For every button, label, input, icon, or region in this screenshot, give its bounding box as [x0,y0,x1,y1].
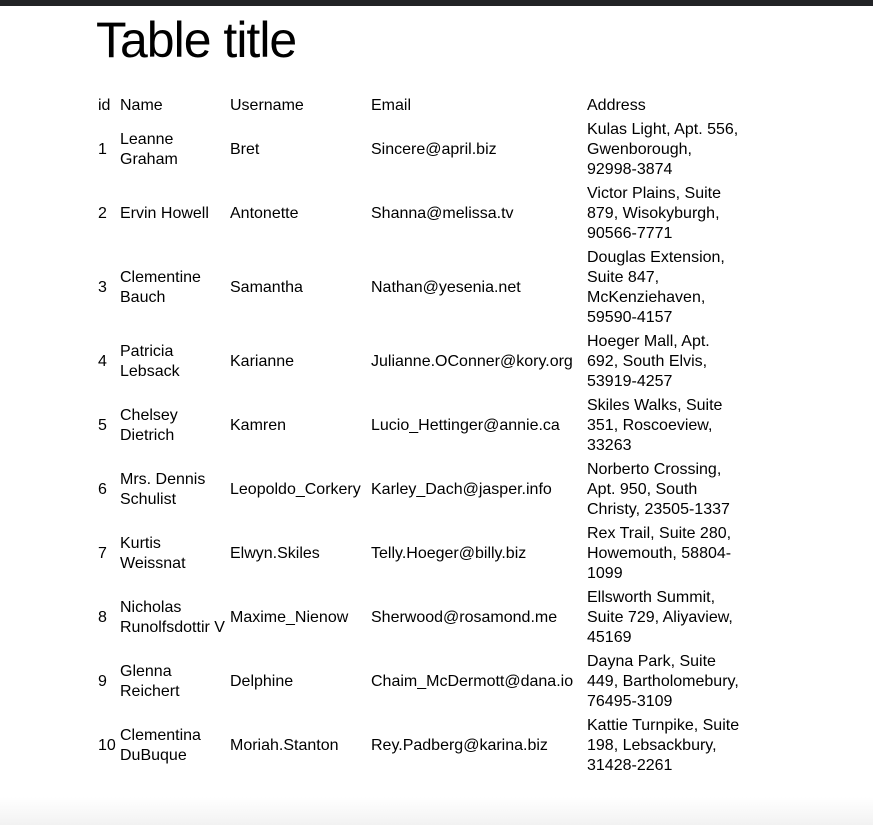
table-row [96,182,746,246]
column-header-address: Address [587,97,646,114]
cell-address: Victor Plains, Suite 879, Wisokyburgh, 90566-7771 [587,185,721,242]
column-header-username: Username [230,97,304,114]
cell-email: Shanna@melissa.tv [371,205,514,222]
cell-address: Ellsworth Summit, Suite 729, Aliyaview, 45169 [587,589,733,646]
cell-id: 1 [98,141,107,158]
cell-name: Ervin Howell [120,205,209,222]
table-row [96,458,746,522]
table-row [96,394,746,458]
cell-address: Douglas Extension, Suite 847, McKenziehaven, 59590-4157 [587,249,725,326]
cell-id: 8 [98,609,107,626]
cell-name: Nicholas Runolfsdottir V [120,599,225,636]
cell-email: Rey.Padberg@karina.biz [371,737,548,754]
cell-username: Elwyn.Skiles [230,545,320,562]
cell-name: Glenna Reichert [120,663,180,700]
cell-id: 4 [98,353,107,370]
page-title: Table title [96,12,297,68]
cell-username: Samantha [230,279,303,296]
cell-name: Chelsey Dietrich [120,407,178,444]
cell-address: Kattie Turnpike, Suite 198, Lebsackbury, 31428-2261 [587,717,740,774]
cell-email: Telly.Hoeger@billy.biz [371,545,527,562]
cell-username: Maxime_Nienow [230,609,349,626]
window-top-bar [0,0,873,6]
table-row [96,522,746,586]
cell-id: 10 [98,737,116,754]
cell-id: 5 [98,417,107,434]
cell-address: Rex Trail, Suite 280, Howemouth, 58804-1099 [587,525,732,582]
cell-name: Clementina DuBuque [120,727,201,764]
cell-address: Skiles Walks, Suite 351, Roscoeview, 33263 [587,397,723,454]
cell-username: Leopoldo_Corkery [230,481,361,498]
cell-id: 3 [98,279,107,296]
column-header-email: Email [371,97,412,114]
cell-email: Sherwood@rosamond.me [371,609,558,626]
cell-address: Kulas Light, Apt. 556, Gwenborough, 92998-3874 [587,121,739,178]
cell-username: Moriah.Stanton [230,737,339,754]
table-row [96,650,746,714]
table-row [96,330,746,394]
cell-name: Patricia Lebsack [120,343,180,380]
column-header-id: id [98,97,111,114]
cell-username: Bret [230,141,260,158]
table-row [96,118,746,182]
cell-address: Norberto Crossing, Apt. 950, South Christy, 23505-1337 [587,461,730,518]
column-header-name: Name [120,97,163,114]
cell-id: 6 [98,481,107,498]
cell-name: Mrs. Dennis Schulist [120,471,206,508]
cell-email: Sincere@april.biz [371,141,497,158]
table-row [96,246,746,330]
table-row [96,586,746,650]
cell-username: Kamren [230,417,287,434]
cell-email: Lucio_Hettinger@annie.ca [371,417,560,434]
cell-email: Julianne.OConner@kory.org [371,353,573,370]
cell-name: Kurtis Weissnat [120,535,186,572]
table-header-row [96,94,746,118]
window-bottom-edge [0,797,873,825]
cell-email: Chaim_McDermott@dana.io [371,673,574,690]
cell-id: 9 [98,673,107,690]
cell-id: 7 [98,545,107,562]
cell-email: Karley_Dach@jasper.info [371,481,552,498]
cell-username: Delphine [230,673,294,690]
cell-email: Nathan@yesenia.net [371,279,521,296]
table-row [96,714,746,778]
users-table [96,94,746,778]
table-body [96,118,746,778]
cell-address: Hoeger Mall, Apt. 692, South Elvis, 53919-4257 [587,333,710,390]
cell-name: Clementine Bauch [120,269,201,306]
cell-name: Leanne Graham [120,131,178,168]
cell-username: Antonette [230,205,299,222]
cell-id: 2 [98,205,107,222]
cell-username: Karianne [230,353,295,370]
cell-address: Dayna Park, Suite 449, Bartholomebury, 76495-3109 [587,653,739,710]
